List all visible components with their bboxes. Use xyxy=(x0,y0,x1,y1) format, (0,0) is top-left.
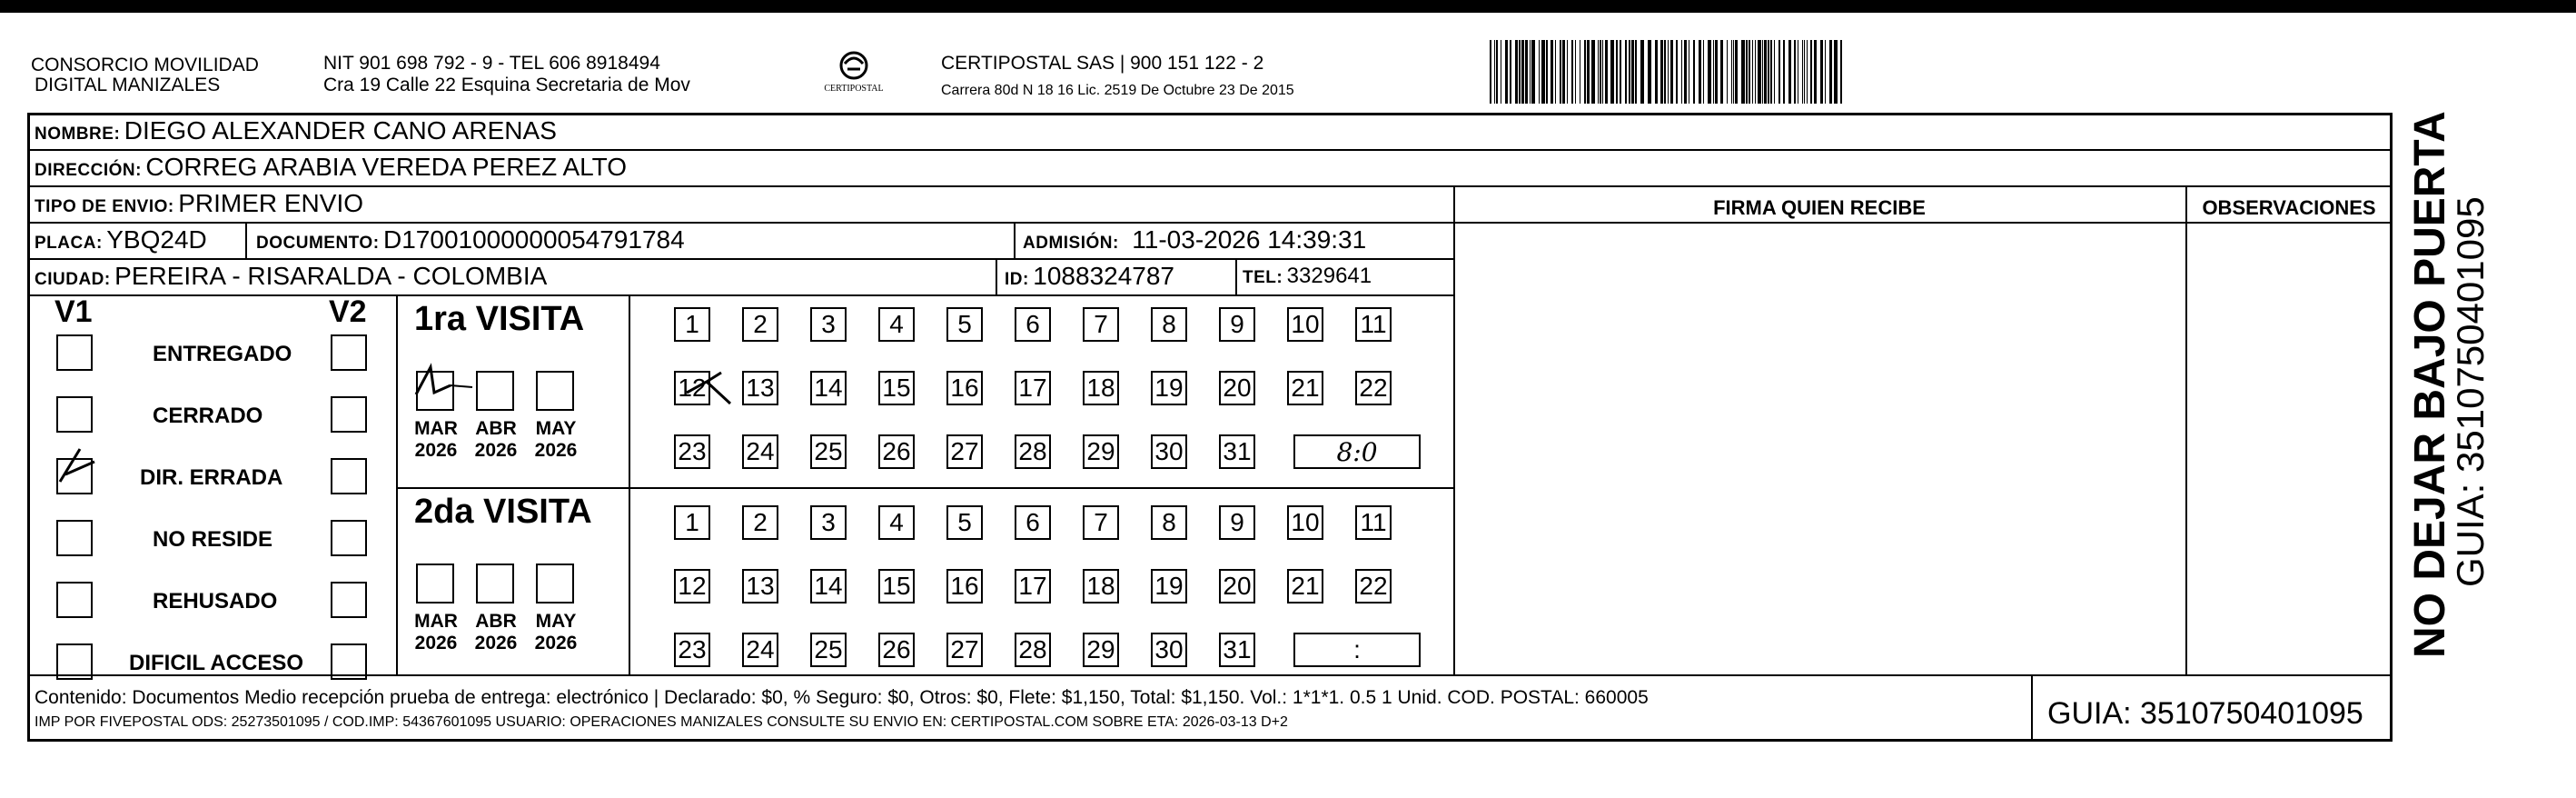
first-visit-day-7[interactable]: 7 xyxy=(1083,307,1119,342)
second-visit-day-5[interactable]: 5 xyxy=(946,505,983,540)
second-visit-day-29[interactable]: 29 xyxy=(1083,633,1119,667)
second-visit-month-box-abr[interactable] xyxy=(476,564,514,603)
first-visit-day-14[interactable]: 14 xyxy=(810,371,847,405)
footer-separator xyxy=(27,674,2393,676)
first-visit-month-box-abr[interactable] xyxy=(476,371,514,411)
first-visit-day-12[interactable]: 12 xyxy=(674,371,710,405)
documento-value: D17001000000054791784 xyxy=(383,225,685,254)
company-name-line1: CONSORCIO MOVILIDAD xyxy=(31,55,259,75)
first-visit-month-box-may[interactable] xyxy=(536,371,574,411)
v2-checkbox-2[interactable] xyxy=(331,396,367,433)
v1-checkbox-6[interactable] xyxy=(56,643,93,680)
footer-contents: Contenido: Documentos Medio recepción prueba de entrega: electrónico | Declarado: $0, % Seguro: $0, Otros: $0, Flete: $1,150, Total: $1,150. Vol.: 1*1*1. 0.5 1 Unid. COD. POSTAL: 660005 xyxy=(35,687,1649,708)
id-label: ID: xyxy=(1005,270,1029,289)
first-visit-year-label: 2026 xyxy=(534,440,578,461)
no-dejar-bajo-puerta-label: NO DEJAR BAJO PUERTA xyxy=(2406,111,2454,658)
v1-checkbox-5[interactable] xyxy=(56,582,93,618)
direccion-value: CORREG ARABIA VEREDA PEREZ ALTO xyxy=(145,153,627,181)
first-visit-day-19[interactable]: 19 xyxy=(1151,371,1187,405)
second-visit-day-15[interactable]: 15 xyxy=(878,569,915,603)
tipo-envio-value: PRIMER ENVIO xyxy=(178,189,364,217)
first-visit-day-8[interactable]: 8 xyxy=(1151,307,1187,342)
first-visit-year-label: 2026 xyxy=(414,440,458,461)
first-visit-day-13[interactable]: 13 xyxy=(742,371,778,405)
nombre-value: DIEGO ALEXANDER CANO ARENAS xyxy=(124,116,557,145)
first-visit-month-label: ABR xyxy=(475,418,517,439)
first-visit-day-27[interactable]: 27 xyxy=(946,434,983,469)
second-visit-day-17[interactable]: 17 xyxy=(1015,569,1051,603)
first-visit-day-29[interactable]: 29 xyxy=(1083,434,1119,469)
second-visit-day-6[interactable]: 6 xyxy=(1015,505,1051,540)
second-visit-day-25[interactable]: 25 xyxy=(810,633,847,667)
first-visit-day-22[interactable]: 22 xyxy=(1355,371,1392,405)
second-visit-day-20[interactable]: 20 xyxy=(1219,569,1255,603)
second-visit-day-28[interactable]: 28 xyxy=(1015,633,1051,667)
status-label: DIR. ERRADA xyxy=(140,465,283,490)
first-visit-day-2[interactable]: 2 xyxy=(742,307,778,342)
status-label: REHUSADO xyxy=(153,589,278,613)
first-visit-day-25[interactable]: 25 xyxy=(810,434,847,469)
ciudad-value: PEREIRA - RISARALDA - COLOMBIA xyxy=(114,262,548,290)
first-visit-day-6[interactable]: 6 xyxy=(1015,307,1051,342)
second-visit-day-16[interactable]: 16 xyxy=(946,569,983,603)
first-visit-day-15[interactable]: 15 xyxy=(878,371,915,405)
tel-value: 3329641 xyxy=(1286,264,1372,288)
second-visit-day-9[interactable]: 9 xyxy=(1219,505,1255,540)
second-visit-year-label: 2026 xyxy=(474,633,518,653)
certipostal-line2: Carrera 80d N 18 16 Lic. 2519 De Octubre 23 De 2015 xyxy=(941,83,1294,98)
second-visit-day-14[interactable]: 14 xyxy=(810,569,847,603)
direccion-label: DIRECCIÓN: xyxy=(35,161,142,180)
v2-checkbox-4[interactable] xyxy=(331,520,367,556)
second-visit-day-23[interactable]: 23 xyxy=(674,633,710,667)
side-guia-label: GUIA: 3510750401095 xyxy=(2449,196,2492,587)
placa-value: YBQ24D xyxy=(106,225,207,254)
second-visit-day-7[interactable]: 7 xyxy=(1083,505,1119,540)
second-visit-month-label: ABR xyxy=(475,611,517,632)
second-visit-year-label: 2026 xyxy=(534,633,578,653)
first-visit-day-31[interactable]: 31 xyxy=(1219,434,1255,469)
second-visit-day-13[interactable]: 13 xyxy=(742,569,778,603)
first-visit-day-1[interactable]: 1 xyxy=(674,307,710,342)
first-visit-day-21[interactable]: 21 xyxy=(1287,371,1323,405)
v1-checkbox-1[interactable] xyxy=(56,334,93,371)
v1-header: V1 xyxy=(54,294,93,329)
second-visit-title: 2da VISITA xyxy=(414,493,592,531)
first-visit-day-3[interactable]: 3 xyxy=(810,307,847,342)
footer-divider xyxy=(2031,674,2033,742)
second-visit-day-2[interactable]: 2 xyxy=(742,505,778,540)
second-visit-month-label: MAY xyxy=(535,611,577,632)
first-visit-time-box[interactable]: 8:0 xyxy=(1293,434,1421,469)
first-visit-day-28[interactable]: 28 xyxy=(1015,434,1051,469)
second-visit-day-8[interactable]: 8 xyxy=(1151,505,1187,540)
second-visit-day-18[interactable]: 18 xyxy=(1083,569,1119,603)
second-visit-day-22[interactable]: 22 xyxy=(1355,569,1392,603)
first-visit-month-box-mar[interactable] xyxy=(416,371,454,411)
firma-header: FIRMA QUIEN RECIBE xyxy=(1713,196,1926,219)
v1-checkbox-2[interactable] xyxy=(56,396,93,433)
first-visit-day-23[interactable]: 23 xyxy=(674,434,710,469)
first-visit-day-4[interactable]: 4 xyxy=(878,307,915,342)
first-visit-year-label: 2026 xyxy=(474,440,518,461)
v2-checkbox-1[interactable] xyxy=(331,334,367,371)
second-visit-month-box-mar[interactable] xyxy=(416,564,454,603)
second-visit-day-10[interactable]: 10 xyxy=(1287,505,1323,540)
certipostal-line1: CERTIPOSTAL SAS | 900 151 122 - 2 xyxy=(941,53,1264,74)
second-visit-day-24[interactable]: 24 xyxy=(742,633,778,667)
first-visit-day-20[interactable]: 20 xyxy=(1219,371,1255,405)
first-visit-day-30[interactable]: 30 xyxy=(1151,434,1187,469)
footer-guia: GUIA: 3510750401095 xyxy=(2047,696,2363,731)
second-visit-day-3[interactable]: 3 xyxy=(810,505,847,540)
first-visit-month-label: MAR xyxy=(414,418,458,439)
status-label: ENTREGADO xyxy=(153,342,292,366)
second-visit-day-11[interactable]: 11 xyxy=(1355,505,1392,540)
second-visit-day-27[interactable]: 27 xyxy=(946,633,983,667)
second-visit-day-21[interactable]: 21 xyxy=(1287,569,1323,603)
status-label: NO RESIDE xyxy=(153,527,273,552)
second-visit-year-label: 2026 xyxy=(414,633,458,653)
first-visit-day-24[interactable]: 24 xyxy=(742,434,778,469)
tel-label: TEL: xyxy=(1243,268,1283,287)
observaciones-header: OBSERVACIONES xyxy=(2202,196,2376,219)
v2-header: V2 xyxy=(329,294,367,329)
nit-line: NIT 901 698 792 - 9 - TEL 606 8918494 xyxy=(323,53,660,74)
second-visit-day-4[interactable]: 4 xyxy=(878,505,915,540)
status-label: CERRADO xyxy=(153,404,263,428)
first-visit-day-10[interactable]: 10 xyxy=(1287,307,1323,342)
first-visit-day-5[interactable]: 5 xyxy=(946,307,983,342)
second-visit-day-31[interactable]: 31 xyxy=(1219,633,1255,667)
first-visit-day-26[interactable]: 26 xyxy=(878,434,915,469)
second-visit-day-1[interactable]: 1 xyxy=(674,505,710,540)
first-visit-day-16[interactable]: 16 xyxy=(946,371,983,405)
second-visit-day-30[interactable]: 30 xyxy=(1151,633,1187,667)
placa-label: PLACA: xyxy=(35,234,103,253)
second-visit-month-label: MAR xyxy=(414,611,458,632)
ciudad-label: CIUDAD: xyxy=(35,270,111,289)
second-visit-month-box-may[interactable] xyxy=(536,564,574,603)
admision-label: ADMISIÓN: xyxy=(1023,234,1119,253)
v1-checkbox-4[interactable] xyxy=(56,520,93,556)
second-visit-day-12[interactable]: 12 xyxy=(674,569,710,603)
tipo-envio-label: TIPO DE ENVIO: xyxy=(35,197,174,216)
second-visit-day-26[interactable]: 26 xyxy=(878,633,915,667)
first-visit-day-17[interactable]: 17 xyxy=(1015,371,1051,405)
id-value: 1088324787 xyxy=(1033,262,1175,290)
first-visit-month-label: MAY xyxy=(535,418,577,439)
logo-wordmark: CERTIPOSTAL xyxy=(824,84,884,94)
v2-checkbox-5[interactable] xyxy=(331,582,367,618)
v1-checkbox-3[interactable] xyxy=(56,458,93,494)
admision-value: 11-03-2026 14:39:31 xyxy=(1132,225,1367,254)
footer-tracking: IMP POR FIVEPOSTAL ODS: 25273501095 / COD.IMP: 54367601095 USUARIO: OPERACIONES MANIZALES CONSULTE SU ENVIO EN: CERTIPOSTAL.COM SOBRE ETA: 2026-03-13 D+2 xyxy=(35,714,1288,730)
first-visit-day-9[interactable]: 9 xyxy=(1219,307,1255,342)
company-address: Cra 19 Calle 22 Esquina Secretaria de Mov xyxy=(323,75,690,95)
second-visit-day-19[interactable]: 19 xyxy=(1151,569,1187,603)
first-visit-title: 1ra VISITA xyxy=(414,300,585,338)
nombre-label: NOMBRE: xyxy=(35,125,121,144)
v2-checkbox-6[interactable] xyxy=(331,643,367,680)
second-visit-time-box[interactable]: : xyxy=(1293,633,1421,667)
first-visit-day-11[interactable]: 11 xyxy=(1355,307,1392,342)
v2-checkbox-3[interactable] xyxy=(331,458,367,494)
company-name-line2: DIGITAL MANIZALES xyxy=(35,75,221,95)
status-label: DIFICIL ACCESO xyxy=(129,651,304,675)
documento-label: DOCUMENTO: xyxy=(256,234,380,253)
first-visit-day-18[interactable]: 18 xyxy=(1083,371,1119,405)
